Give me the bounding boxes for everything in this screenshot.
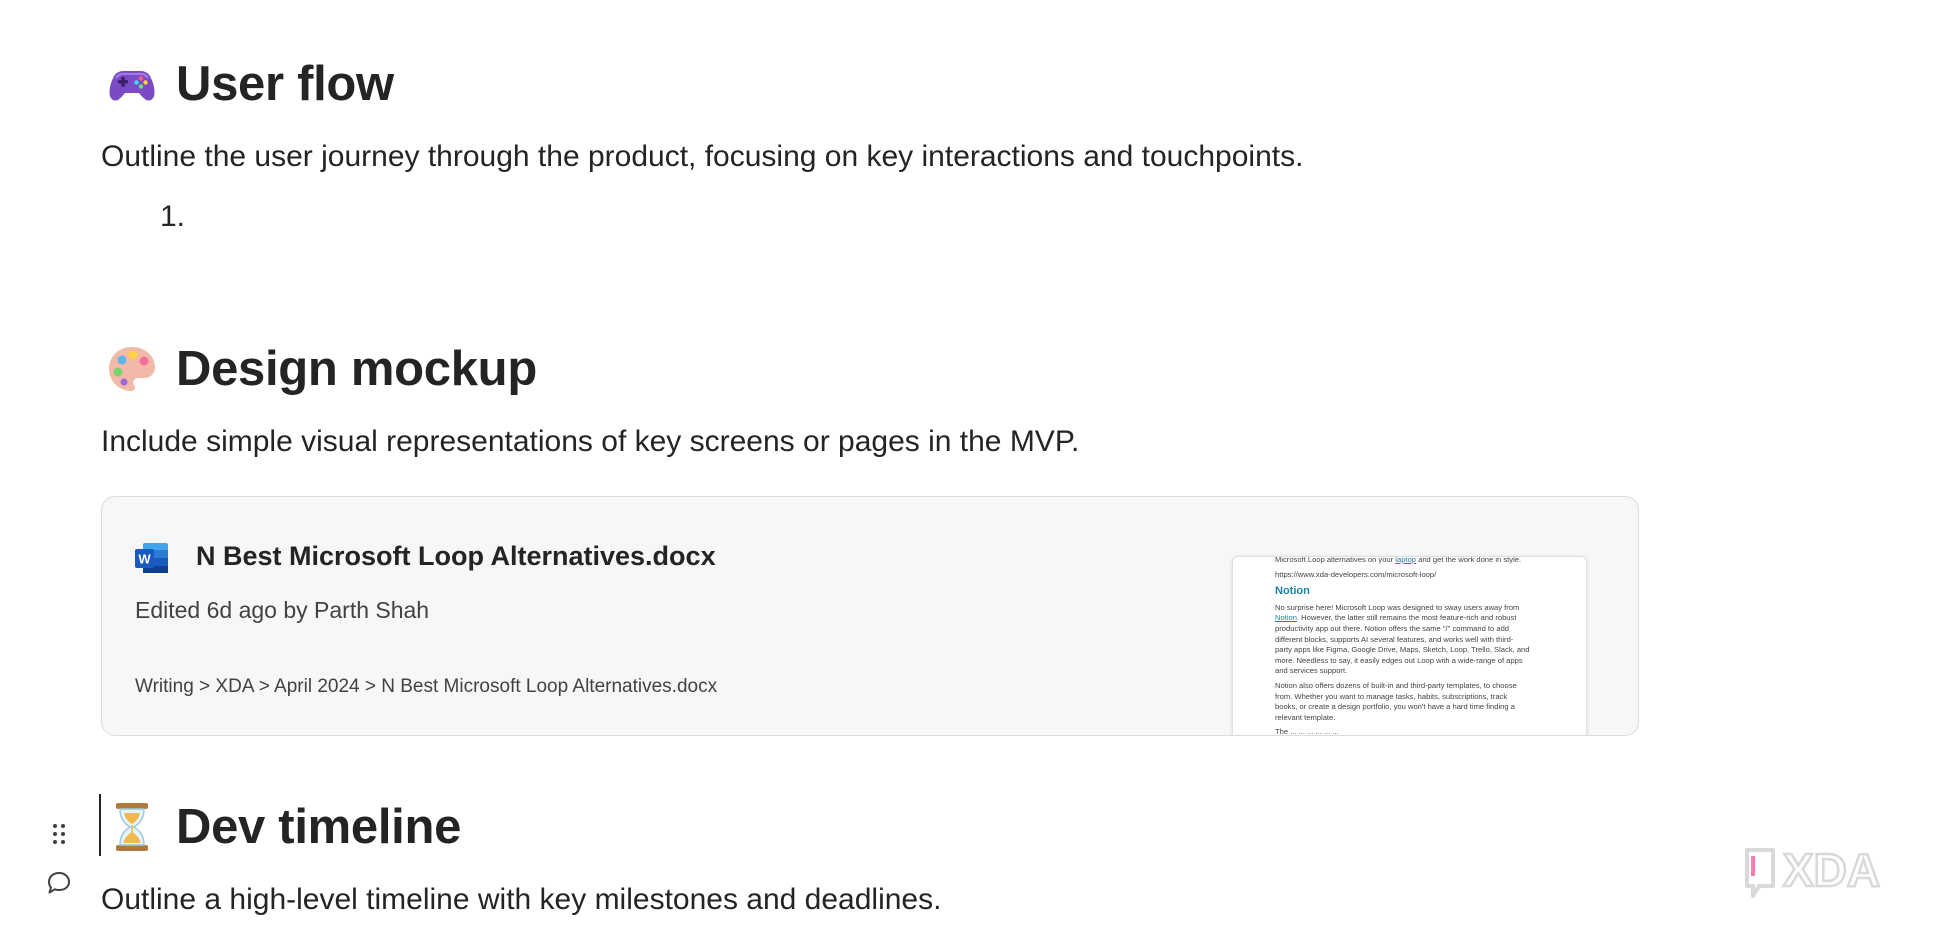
word-doc-icon bbox=[135, 542, 169, 574]
hourglass-icon bbox=[104, 799, 160, 855]
section-title: Dev timeline bbox=[176, 800, 462, 854]
drag-handle-icon[interactable] bbox=[52, 823, 66, 845]
game-controller-icon bbox=[104, 56, 160, 112]
section-description: Outline the user journey through the product, focusing on key interactions and touchpoints. bbox=[101, 140, 1304, 173]
xda-logo-watermark bbox=[1739, 842, 1921, 904]
section-title: User flow bbox=[176, 57, 394, 111]
xda-wordmark: XDA bbox=[1783, 844, 1881, 896]
section-heading-user-flow bbox=[104, 56, 394, 112]
section-title: Design mockup bbox=[176, 342, 537, 396]
file-name[interactable]: N Best Microsoft Loop Alternatives.docx bbox=[196, 541, 716, 571]
file-breadcrumb: Writing > XDA > April 2024 > N Best Microsoft Loop Alternatives.docx bbox=[135, 676, 718, 697]
section-heading-dev-timeline bbox=[104, 799, 461, 855]
comment-icon[interactable] bbox=[45, 870, 73, 896]
document-preview-thumbnail[interactable]: Microsoft Loop alternatives on your laptop and get the work done in style. https://www.xda-developers.com/microsoft-loop/ Notion No surprise here! Microsoft Loop was designed to sway users away from Notion. However, the latter still remains the most feature-rich and robust productivity app out there. Notion offers the same "/" command to add different blocks, supports AI several features, and works well with third- party apps like Figma, Google Drive, Maps, Sketch, Loop, Trello, Slack, and more. Needless to say, it easily edges out Loop with a wide-range of apps and services support. Notion also offers dozens of built-in and third-party templates, to choose from. Whether you want to manage tasks, habits, subscriptions, track books, or create a design portfolio, you won't have a hard time finding a relevant template. The ... ... ... ... ... ... bbox=[1232, 556, 1587, 736]
file-card[interactable] bbox=[101, 496, 1639, 736]
svg-text:W: W bbox=[138, 551, 151, 567]
block-selection-indicator bbox=[99, 794, 101, 856]
artist-palette-icon bbox=[104, 341, 160, 397]
section-description: Include simple visual representations of key screens or pages in the MVP. bbox=[101, 425, 1080, 458]
list-item-number[interactable]: 1. bbox=[160, 200, 186, 233]
section-description: Outline a high-level timeline with key milestones and deadlines. bbox=[101, 883, 942, 916]
section-heading-design-mockup bbox=[104, 341, 537, 397]
file-edited-meta: Edited 6d ago by Parth Shah bbox=[135, 597, 430, 623]
